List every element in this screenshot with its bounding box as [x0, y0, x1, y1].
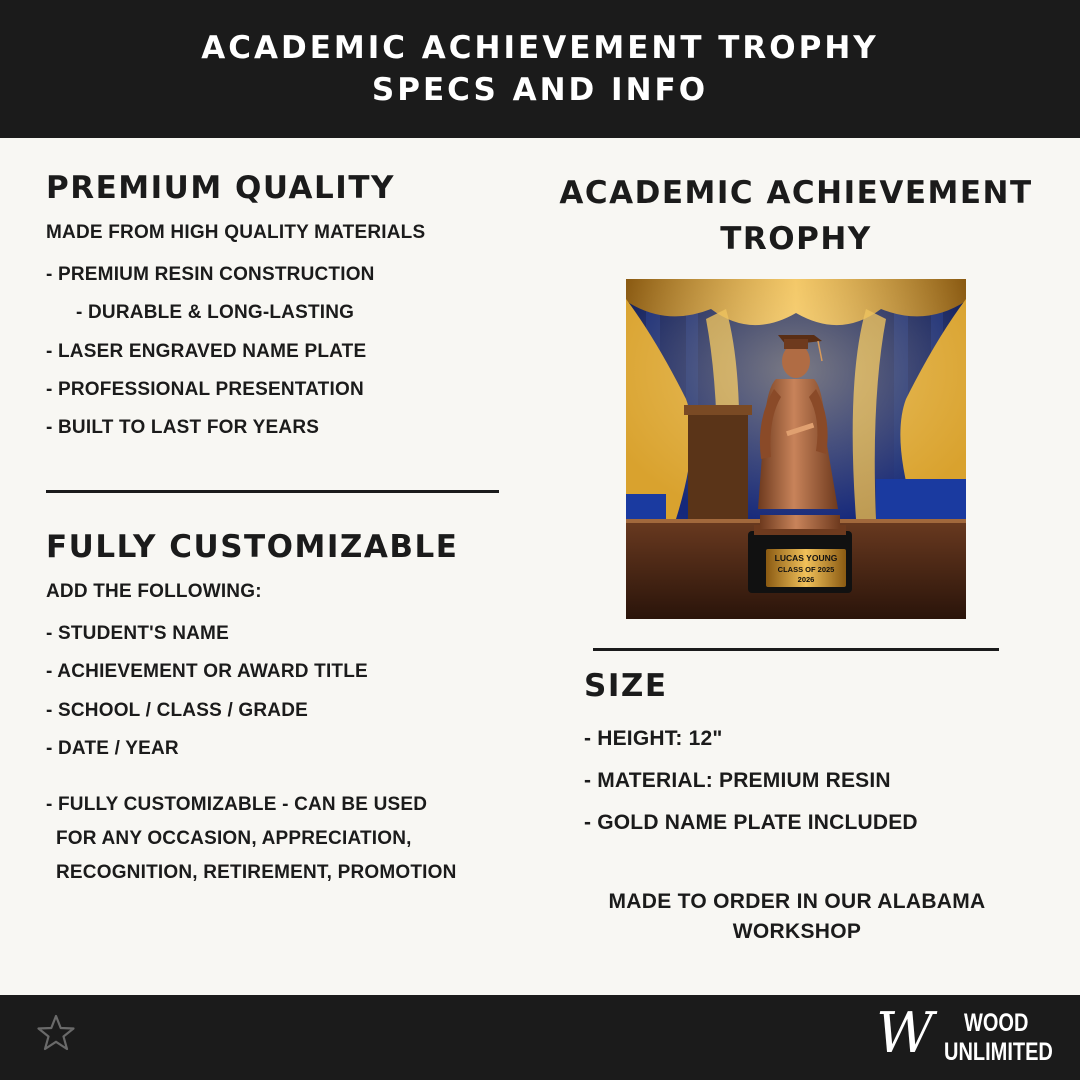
size-divider — [593, 648, 999, 651]
customizable-heading: FULLY CUSTOMIZABLE — [46, 529, 459, 565]
header-banner — [0, 0, 1080, 138]
occasion-note-line-3: RECOGNITION, RETIREMENT, PROMOTION — [56, 862, 457, 883]
customizable-list — [46, 615, 506, 768]
section-divider — [46, 490, 499, 493]
made-to-order-note — [584, 887, 1010, 947]
trophy-illustration — [626, 279, 966, 619]
star-outline-icon — [36, 1013, 76, 1053]
list-item: - PREMIUM RESIN CONSTRUCTION — [46, 264, 375, 285]
premium-quality-heading: PREMIUM QUALITY — [46, 170, 395, 206]
product-title-line-1: ACADEMIC ACHIEVEMENT — [559, 175, 1033, 211]
list-item: - DATE / YEAR — [46, 737, 179, 759]
customizable-subheading: ADD THE FOLLOWING: — [46, 581, 262, 602]
list-item: - LASER ENGRAVED NAME PLATE — [46, 340, 367, 362]
list-item: - BUILT TO LAST FOR YEARS — [46, 417, 320, 439]
list-item: - HEIGHT: 12" — [584, 727, 723, 750]
product-title — [548, 170, 1044, 262]
customizable-section — [46, 529, 506, 768]
premium-quality-section — [46, 170, 506, 447]
list-item: - STUDENT'S NAME — [46, 623, 229, 644]
list-item: - GOLD NAME PLATE INCLUDED — [584, 811, 918, 834]
made-to-order-line-1: MADE TO ORDER IN OUR ALABAMA — [608, 890, 986, 913]
list-item: - DURABLE & LONG-LASTING — [76, 302, 355, 324]
plate-line-2: CLASS OF 2025 — [777, 565, 835, 574]
footer-bar — [0, 995, 1080, 1080]
logo-w-mark: W — [876, 1001, 926, 1066]
wood-unlimited-logo — [874, 1001, 1054, 1069]
list-item: - ACHIEVEMENT OR AWARD TITLE — [46, 661, 368, 683]
product-title-line-2: TROPHY — [720, 221, 872, 257]
customizable-occasion-note — [46, 788, 476, 890]
made-to-order-line-2: WORKSHOP — [732, 920, 862, 943]
size-list — [584, 718, 1024, 844]
list-item: - PROFESSIONAL PRESENTATION — [46, 378, 364, 400]
logo-text-unlimited: UNLIMITED — [944, 1038, 1053, 1066]
premium-quality-subheading: MADE FROM HIGH QUALITY MATERIALS — [46, 222, 426, 243]
list-item: - SCHOOL / CLASS / GRADE — [46, 699, 309, 721]
size-section — [584, 668, 1024, 844]
occasion-note-line-1: - FULLY CUSTOMIZABLE - CAN BE USED — [46, 794, 428, 815]
occasion-note-line-2: FOR ANY OCCASION, APPRECIATION, — [56, 828, 412, 849]
premium-quality-list — [46, 256, 506, 447]
list-item: - MATERIAL: PREMIUM RESIN — [584, 769, 891, 792]
page-title-line-1: ACADEMIC ACHIEVEMENT TROPHY — [201, 30, 879, 66]
size-heading: SIZE — [584, 668, 668, 704]
plate-line-3: 2026 — [797, 575, 815, 584]
trophy-photo — [626, 279, 966, 619]
page-title-line-2: SPECS AND INFO — [371, 72, 709, 108]
plate-line-1: LUCAS YOUNG — [774, 553, 838, 563]
logo-text-wood: WOOD — [964, 1009, 1029, 1037]
